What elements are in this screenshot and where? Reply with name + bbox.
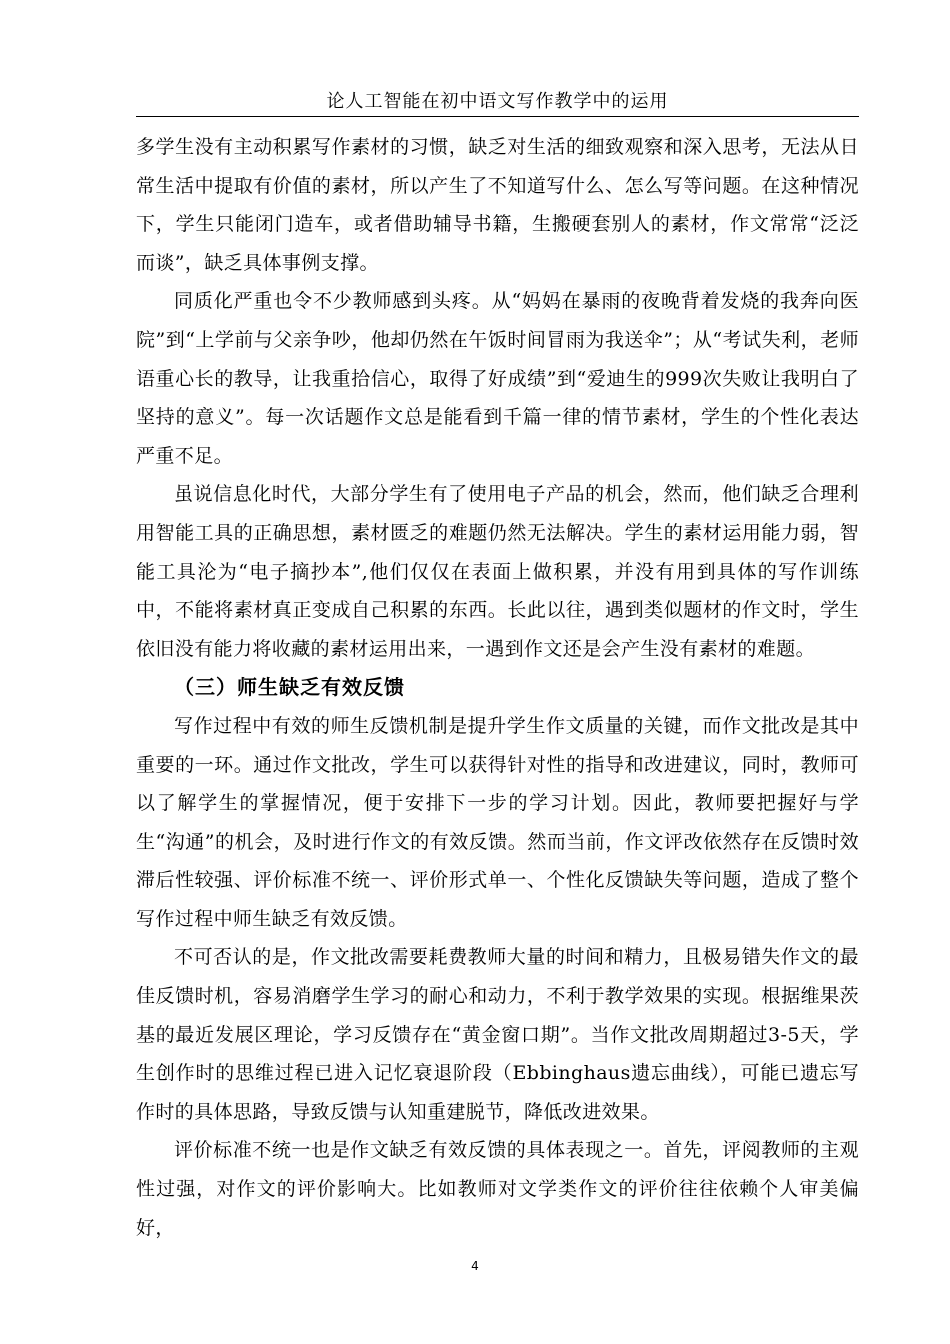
paragraph-homogenization: 同质化严重也令不少教师感到头疼。从“妈妈在暴雨的夜晚背着发烧的我奔向医院”到“上学前与父亲争吵，他却仍然在午饭时间冒雨为我送伞”；从“考试失利，老师语重心长的教导，让我重拾信心，取得了好成绩”到“爱迪生的999次失败让我明白了坚持的意义”。每一次话题作文总是能看到千篇一律的情节素材，学生的个性化表达严重不足。 [136, 290, 859, 467]
page-number: 4 [471, 1259, 479, 1273]
paragraph-grading-time: 不可否认的是，作文批改需要耗费教师大量的时间和精力，且极易错失作文的最佳反馈时机，容易消磨学生学习的耐心和动力，不利于教学效果的实现。根据维果茨基的最近发展区理论，学习反馈存在“黄金窗口期”。当作文批改周期超过3-5天，学生创作时的思维过程已进入记忆衰退阶段（Ebbinghaus遗忘曲线），可能已遗忘写作时的具体思路，导致反馈与认知重建脱节，降低改进效果。 [136, 946, 859, 1123]
paragraph-information-age: 虽说信息化时代，大部分学生有了使用电子产品的机会，然而，他们缺乏合理利用智能工具的正确思想，素材匮乏的难题仍然无法解决。学生的素材运用能力弱，智能工具沦为“电子摘抄本”,他们仅仅在表面上做积累，并没有用到具体的写作训练中，不能将素材真正变成自己积累的东西。长此以往，遇到类似题材的作文时，学生依旧没有能力将收藏的素材运用出来，一遇到作文还是会产生没有素材的难题。 [136, 483, 859, 660]
paragraph-feedback-mechanism: 写作过程中有效的师生反馈机制是提升学生作文质量的关键，而作文批改是其中重要的一环。通过作文批改，学生可以获得针对性的指导和改进建议，同时，教师可以了解学生的掌握情况，便于安排下一步的学习计划。因此，教师要把握好与学生“沟通”的机会，及时进行作文的有效反馈。然而当前，作文评改依然存在反馈时效滞后性较强、评价标准不统一、评价形式单一、个性化反馈缺失等问题，造成了整个写作过程中师生缺乏有效反馈。 [136, 714, 859, 930]
running-header-title: 论人工智能在初中语文写作教学中的运用 [326, 91, 669, 112]
header-divider [136, 116, 859, 117]
paragraph-evaluation-standard: 评价标准不统一也是作文缺乏有效反馈的具体表现之一。首先，评阅教师的主观性过强，对作文的评价影响大。比如教师对文学类作文的评价往往依赖个人审美偏好， [136, 1139, 859, 1239]
paragraph-continued: 多学生没有主动积累写作素材的习惯，缺乏对生活的细致观察和深入思考，无法从日常生活中提取有价值的素材，所以产生了不知道写什么、怎么写等问题。在这种情况下，学生只能闭门造车，或者借助辅导书籍，生搬硬套别人的素材，作文常常“泛泛而谈”，缺乏具体事例支撑。 [136, 136, 859, 274]
page-body [136, 128, 859, 1247]
section-heading: （三）师生缺乏有效反馈 [174, 675, 405, 700]
